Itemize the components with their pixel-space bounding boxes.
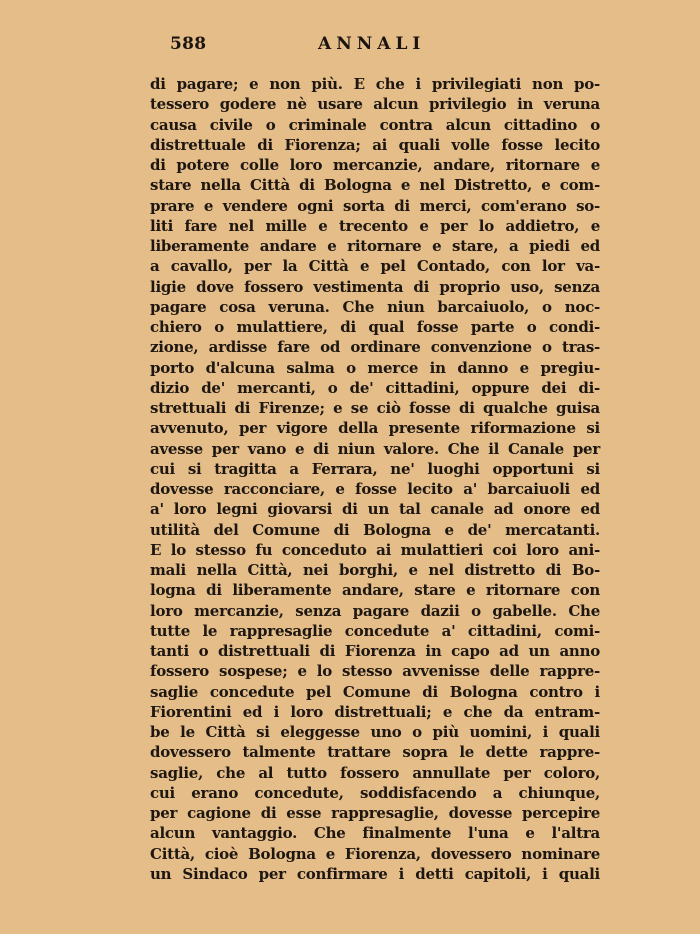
text-line: mali nella Città, nei borghi, e nel distretto di Bo- — [150, 561, 600, 579]
text-line: causa civile o criminale contra alcun cittadino o — [150, 115, 600, 134]
text-line: chiero o mulattiere, di qual fosse parte o condi- — [150, 318, 600, 336]
text-line: Fiorentini ed i loro distrettuali; e che da entram- — [150, 702, 600, 721]
text-line: cui si tragitta a Ferrara, ne' luoghi opportuni si — [150, 459, 600, 478]
text-line: dizio de' mercanti, o de' cittadini, oppure dei di- — [150, 378, 600, 397]
text-line: saglie concedute pel Comune di Bologna contro i — [150, 682, 600, 701]
page-header — [0, 34, 700, 62]
text-line: di potere colle loro mercanzie, andare, ritornare e — [150, 156, 600, 174]
text-line: di pagare; e non più. E che i privilegiati non po- — [150, 75, 600, 93]
body-text — [150, 74, 600, 884]
text-line: a cavallo, per la Città e pel Contado, con lor va- — [150, 257, 600, 276]
text-line: dovessero talmente trattare sopra le dette rappre- — [150, 743, 600, 762]
text-line: avvenuto, per vigore della presente riformazione si — [150, 419, 600, 438]
text-line: a' loro legni giovarsi di un tal canale ad onore ed — [150, 500, 600, 519]
text-line: liti fare nel mille e trecento e per lo addietro, e — [150, 216, 600, 235]
text-line: logna di liberamente andare, stare e ritornare con — [150, 581, 600, 600]
page-number: 588 — [170, 34, 207, 54]
text-line: E lo stesso fu conceduto ai mulattieri coi loro ani- — [150, 540, 600, 559]
text-line: cui erano concedute, soddisfacendo a chiunque, — [150, 783, 600, 802]
text-line: per cagione di esse rappresaglie, dovesse percepire — [150, 804, 600, 822]
text-line: Città, cioè Bologna e Fiorenza, dovessero nominare — [150, 844, 600, 863]
text-line: dovesse racconciare, e fosse lecito a' barcaiuoli ed — [150, 480, 600, 498]
text-line: zione, ardisse fare od ordinare convenzione o tras- — [150, 338, 600, 357]
text-line: loro mercanzie, senza pagare dazii o gabelle. Che — [150, 601, 600, 620]
text-line: un Sindaco per confirmare i detti capitoli, i quali — [150, 864, 600, 883]
text-line: ligie dove fossero vestimenta di proprio uso, senza — [150, 277, 600, 296]
text-line: tanti o distrettuali di Fiorenza in capo ad un anno — [150, 642, 600, 660]
text-line: stare nella Città di Bologna e nel Distretto, e com- — [150, 176, 600, 195]
text-line: distrettuale di Fiorenza; ai quali volle fosse lecito — [150, 135, 600, 154]
text-line: porto d'alcuna salma o merce in danno e pregiu- — [150, 358, 600, 377]
text-line: fossero sospese; e lo stesso avvenisse delle rappre- — [150, 662, 600, 681]
text-line: utilità del Comune di Bologna e de' mercatanti. — [150, 520, 600, 539]
text-line: avesse per vano e di niun valore. Che il Canale per — [150, 439, 600, 458]
text-line: saglie, che al tutto fossero annullate per coloro, — [150, 763, 600, 782]
running-title: ANNALI — [318, 34, 426, 54]
text-line: strettuali di Firenze; e se ciò fosse di qualche guisa — [150, 399, 600, 417]
text-line: tessero godere nè usare alcun privilegio in veruna — [150, 95, 600, 114]
text-line: liberamente andare e ritornare e stare, a piedi ed — [150, 237, 600, 255]
text-line: pagare cosa veruna. Che niun barcaiuolo, o noc- — [150, 297, 600, 316]
text-line: be le Città si eleggesse uno o più uomini, i quali — [150, 723, 600, 741]
text-line: alcun vantaggio. Che finalmente l'una e l'altra — [150, 824, 600, 843]
text-line: tutte le rappresaglie concedute a' cittadini, comi- — [150, 621, 600, 640]
text-line: prare e vendere ogni sorta di merci, com'erano so- — [150, 196, 600, 215]
